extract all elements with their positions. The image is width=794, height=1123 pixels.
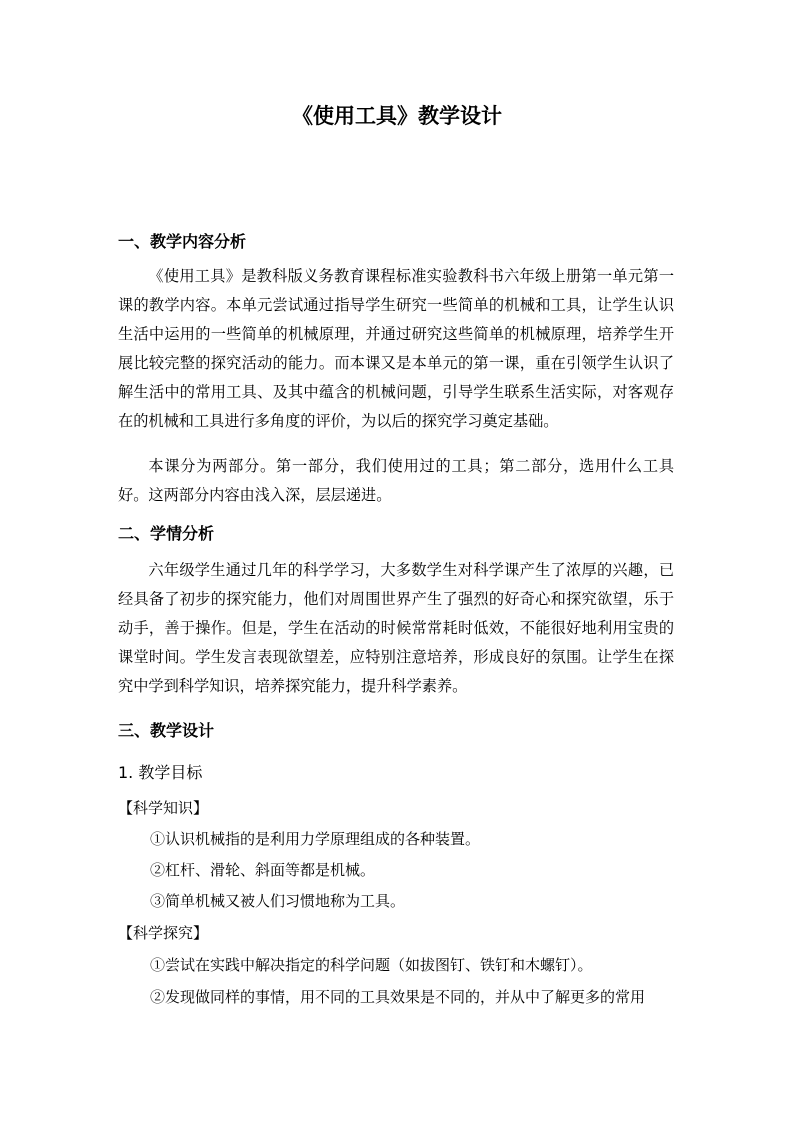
subheading-teaching-goals: 1. 教学目标 (118, 763, 203, 782)
list-item-knowledge-3: ③简单机械又被人们习惯地称为工具。 (150, 892, 406, 910)
list-item-inquiry-1: ①尝试在实践中解决指定的科学问题（如拔图钉、铁钉和木螺钉）。 (150, 956, 593, 974)
list-item-inquiry-2: ②发现做同样的事情，用不同的工具效果是不同的，并从中了解更多的常用 (150, 988, 646, 1006)
paragraph-content-analysis-1: 《使用工具》是教科版义务教育课程标准实验教科书六年级上册第一单元第一课的教学内容。本单元尝试通过指导学生研究一些简单的机械和工具，让学生认识生活中运用的一些简单的机械原理，并通过研究这些简单的机械原理，培养学生开展比较完整的探究活动的能力。而本课又是本单元的第一课，重在引领学生认识了解生活中的常用工具、及其中蕴含的机械问题，引导学生联系生活实际，对客观存在的机械和工具进行多角度的评价，为以后的探究学习奠定基础。 (118, 267, 674, 430)
paragraph-student-analysis: 六年级学生通过几年的科学学习，大多数学生对科学课产生了浓厚的兴趣，已经具备了初步的探究能力，他们对周围世界产生了强烈的好奇心和探究欲望，乐于动手，善于操作。但是，学生在活动的时候常常耗时低效，不能很好地利用宝贵的课堂时间。学生发言表现欲望差，应特别注意培养，形成良好的氛围。让学生在探究中学到科学知识，培养探究能力，提升科学素养。 (118, 561, 674, 695)
section-heading-content-analysis: 一、教学内容分析 (118, 232, 247, 251)
list-item-knowledge-1: ①认识机械指的是利用力学原理组成的各种装置。 (150, 830, 481, 848)
label-science-inquiry: 【科学探究】 (118, 924, 209, 942)
label-science-knowledge: 【科学知识】 (118, 799, 209, 817)
section-heading-student-analysis: 二、学情分析 (118, 524, 215, 543)
list-item-knowledge-2: ②杠杆、滑轮、斜面等都是机械。 (150, 861, 376, 879)
document-title: 《使用工具》教学设计 (292, 104, 502, 128)
paragraph-content-analysis-2: 本课分为两部分。第一部分，我们使用过的工具；第二部分，选用什么工具好。这两部分内容由浅入深，层层递进。 (118, 457, 674, 504)
section-heading-teaching-design: 三、教学设计 (118, 721, 215, 740)
